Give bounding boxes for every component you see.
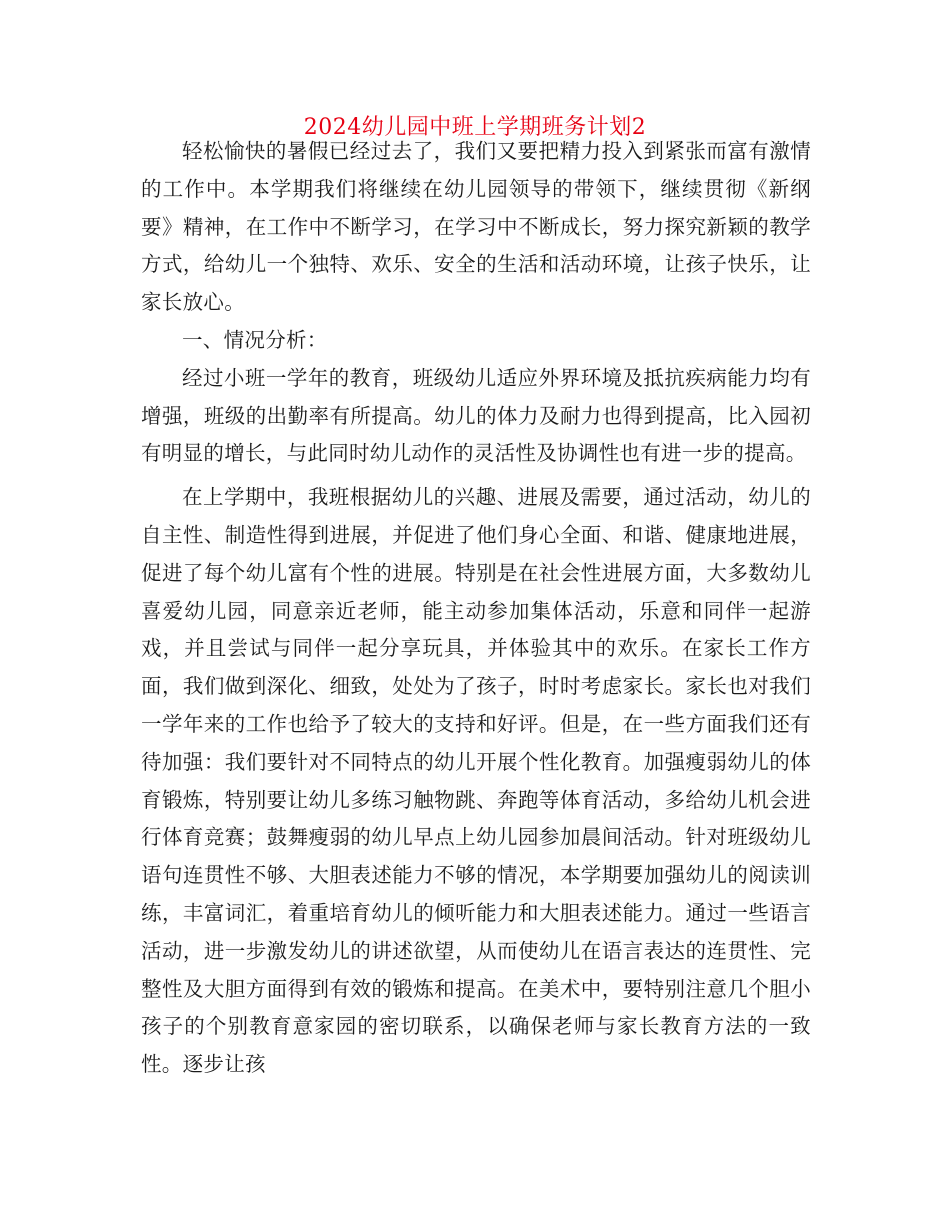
section-heading-situation-analysis: 一、情况分析： — [182, 327, 328, 352]
document-title: 2024幼儿园中班上学期班务计划2 — [303, 115, 647, 140]
document-body — [141, 133, 811, 1084]
paragraph-situation-2: 在上学期中，我班根据幼儿的兴趣、进展及需要，通过活动，幼儿的自主性、制造性得到进展，并促进了他们身心全面、和谐、健康地进展，促进了每个幼儿富有个性的进展。特别是在社会性进展方面，大多数幼儿喜爱幼儿园，同意亲近老师，能主动参加集体活动，乐意和同伴一起游戏，并且尝试与同伴一起分享玩具，并体验其中的欢乐。在家长工作方面，我们做到深化、细致，处处为了孩子，时时考虑家长。家长也对我们一学年来的工作也给予了较大的支持和好评。但是，在一些方面我们还有待加强：我们要针对不同特点的幼儿开展个性化教育。加强瘦弱幼儿的体育锻炼，特别要让幼儿多练习触物跳、奔跑等体育活动，多给幼儿机会进行体育竞赛；鼓舞瘦弱的幼儿早点上幼儿园参加晨间活动。针对班级幼儿语句连贯性不够、大胆表述能力不够的情况，本学期要加强幼儿的阅读训练，丰富词汇，着重培育幼儿的倾听能力和大胆表述能力。通过一些语言活动，进一步激发幼儿的讲述欲望，从而使幼儿在语言表达的连贯性、完整性及大胆方面得到有效的锻炼和提高。在美术中，要特别注意几个胆小孩子的个别教育意家园的密切联系，以确保老师与家长教育方法的一致性。逐步让孩 — [141, 485, 811, 1077]
paragraph-intro: 轻松愉快的暑假已经过去了，我们又要把精力投入到紧张而富有激情的工作中。本学期我们将继续在幼儿园领导的带领下，继续贯彻《新纲要》精神，在工作中不断学习，在学习中不断成长，努力探究新颖的教学方式，给幼儿一个独特、欢乐、安全的生活和活动环境，让孩子快乐，让家长放心。 — [141, 139, 811, 315]
paragraph-situation-1: 经过小班一学年的教育，班级幼儿适应外界环境及抵抗疾病能力均有增强，班级的出勤率有所提高。幼儿的体力及耐力也得到提高，比入园初有明显的增长，与此同时幼儿动作的灵活性及协调性也有进一步的提高。 — [141, 365, 811, 466]
